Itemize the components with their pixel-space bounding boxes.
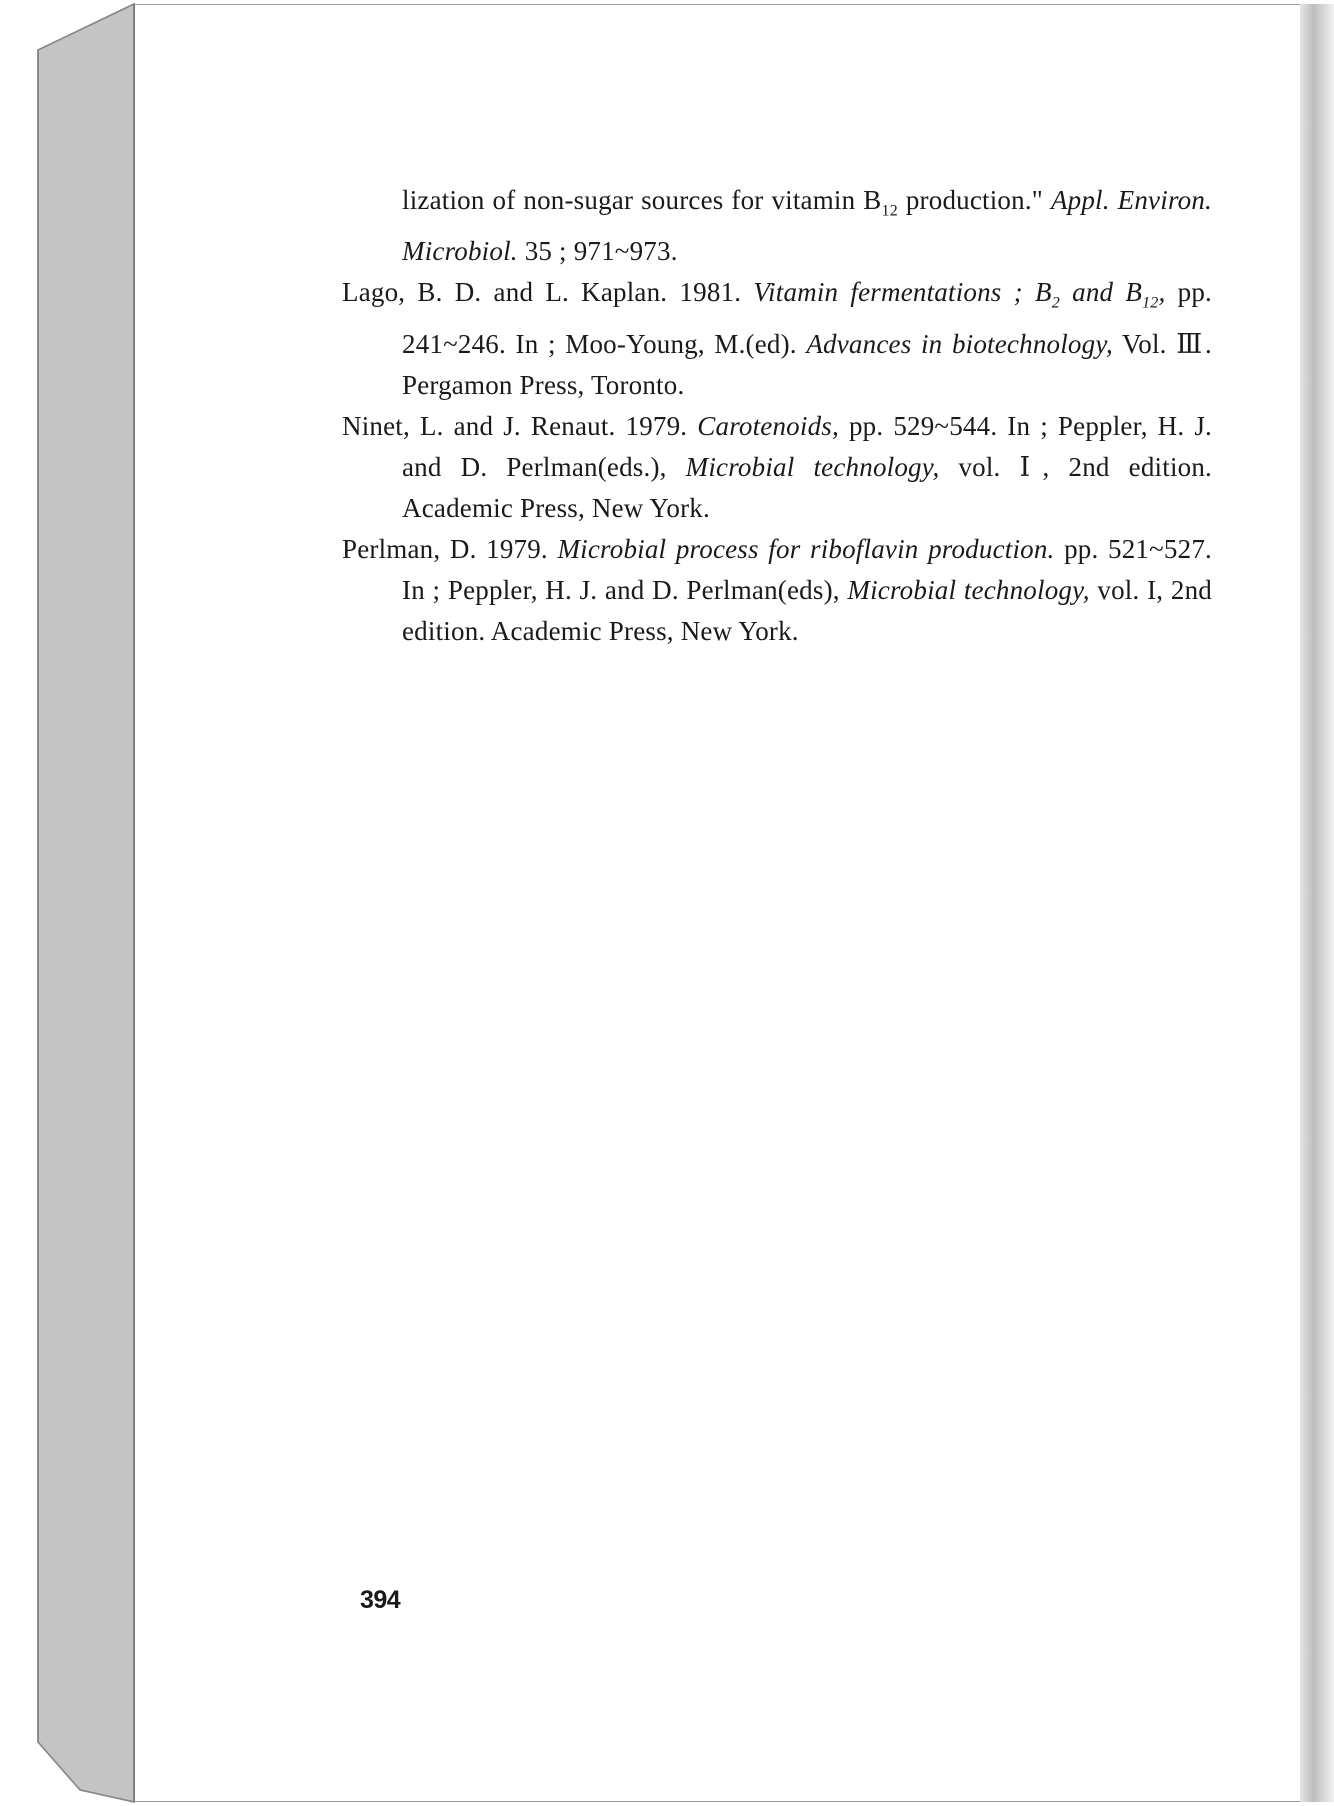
ref-text: lization of non-sugar sources for vitamin B [402,185,882,215]
ref-text: vol. I, 2nd edition. Academic Press, New York. [402,574,1212,646]
page-edge-shadow [1300,4,1334,1802]
subscript: 12 [881,202,898,220]
ref-text: pp. 521~527. In ; Peppler, H. J. and D. Perlman(eds), [402,533,1212,605]
ref-text: Vol. Ⅲ. Pergamon Press, Toronto. [402,328,1213,400]
ref-text: production." [897,185,1051,215]
page-number: 394 [360,1586,401,1614]
ref-title: Microbial process for riboflavin production. [557,533,1055,564]
ref-text: vol. Ⅰ, 2nd edition. Academic Press, New York. [402,451,1212,523]
ref-authors: Lago, B. D. and L. Kaplan. 1981. [342,277,754,308]
reference-entry-1 [342,180,1212,272]
ref-title: , [1158,277,1166,308]
ref-text: 35 ; 971~973. [517,236,678,267]
book-title: Microbial technology, [847,574,1090,605]
reference-entry-3 [342,406,1212,529]
reference-entry-4 [342,529,1212,652]
ref-text: pp. 241~246. In ; Moo-Young, M.(ed). [402,277,1212,359]
journal-title: Appl. Environ. Microbiol. [402,185,1212,267]
reference-list [342,180,1212,652]
ref-authors: Ninet, L. and J. Renaut. 1979. [342,410,698,441]
subscript: 12 [1142,294,1159,312]
book-title: Advances in biotechnology, [806,328,1113,359]
ref-text: pp. 529~544. In ; Peppler, H. J. and D. Perlman(eds.), [402,410,1212,482]
book-title: Microbial technology, [685,451,940,482]
ref-title: and B [1059,277,1143,308]
ref-authors: Perlman, D. 1979. [342,533,558,564]
ref-title: Carotenoids, [697,410,839,441]
reference-entry-2 [342,272,1212,405]
ref-title: Vitamin fermentations ; B [753,277,1052,308]
subscript: 2 [1051,294,1060,312]
